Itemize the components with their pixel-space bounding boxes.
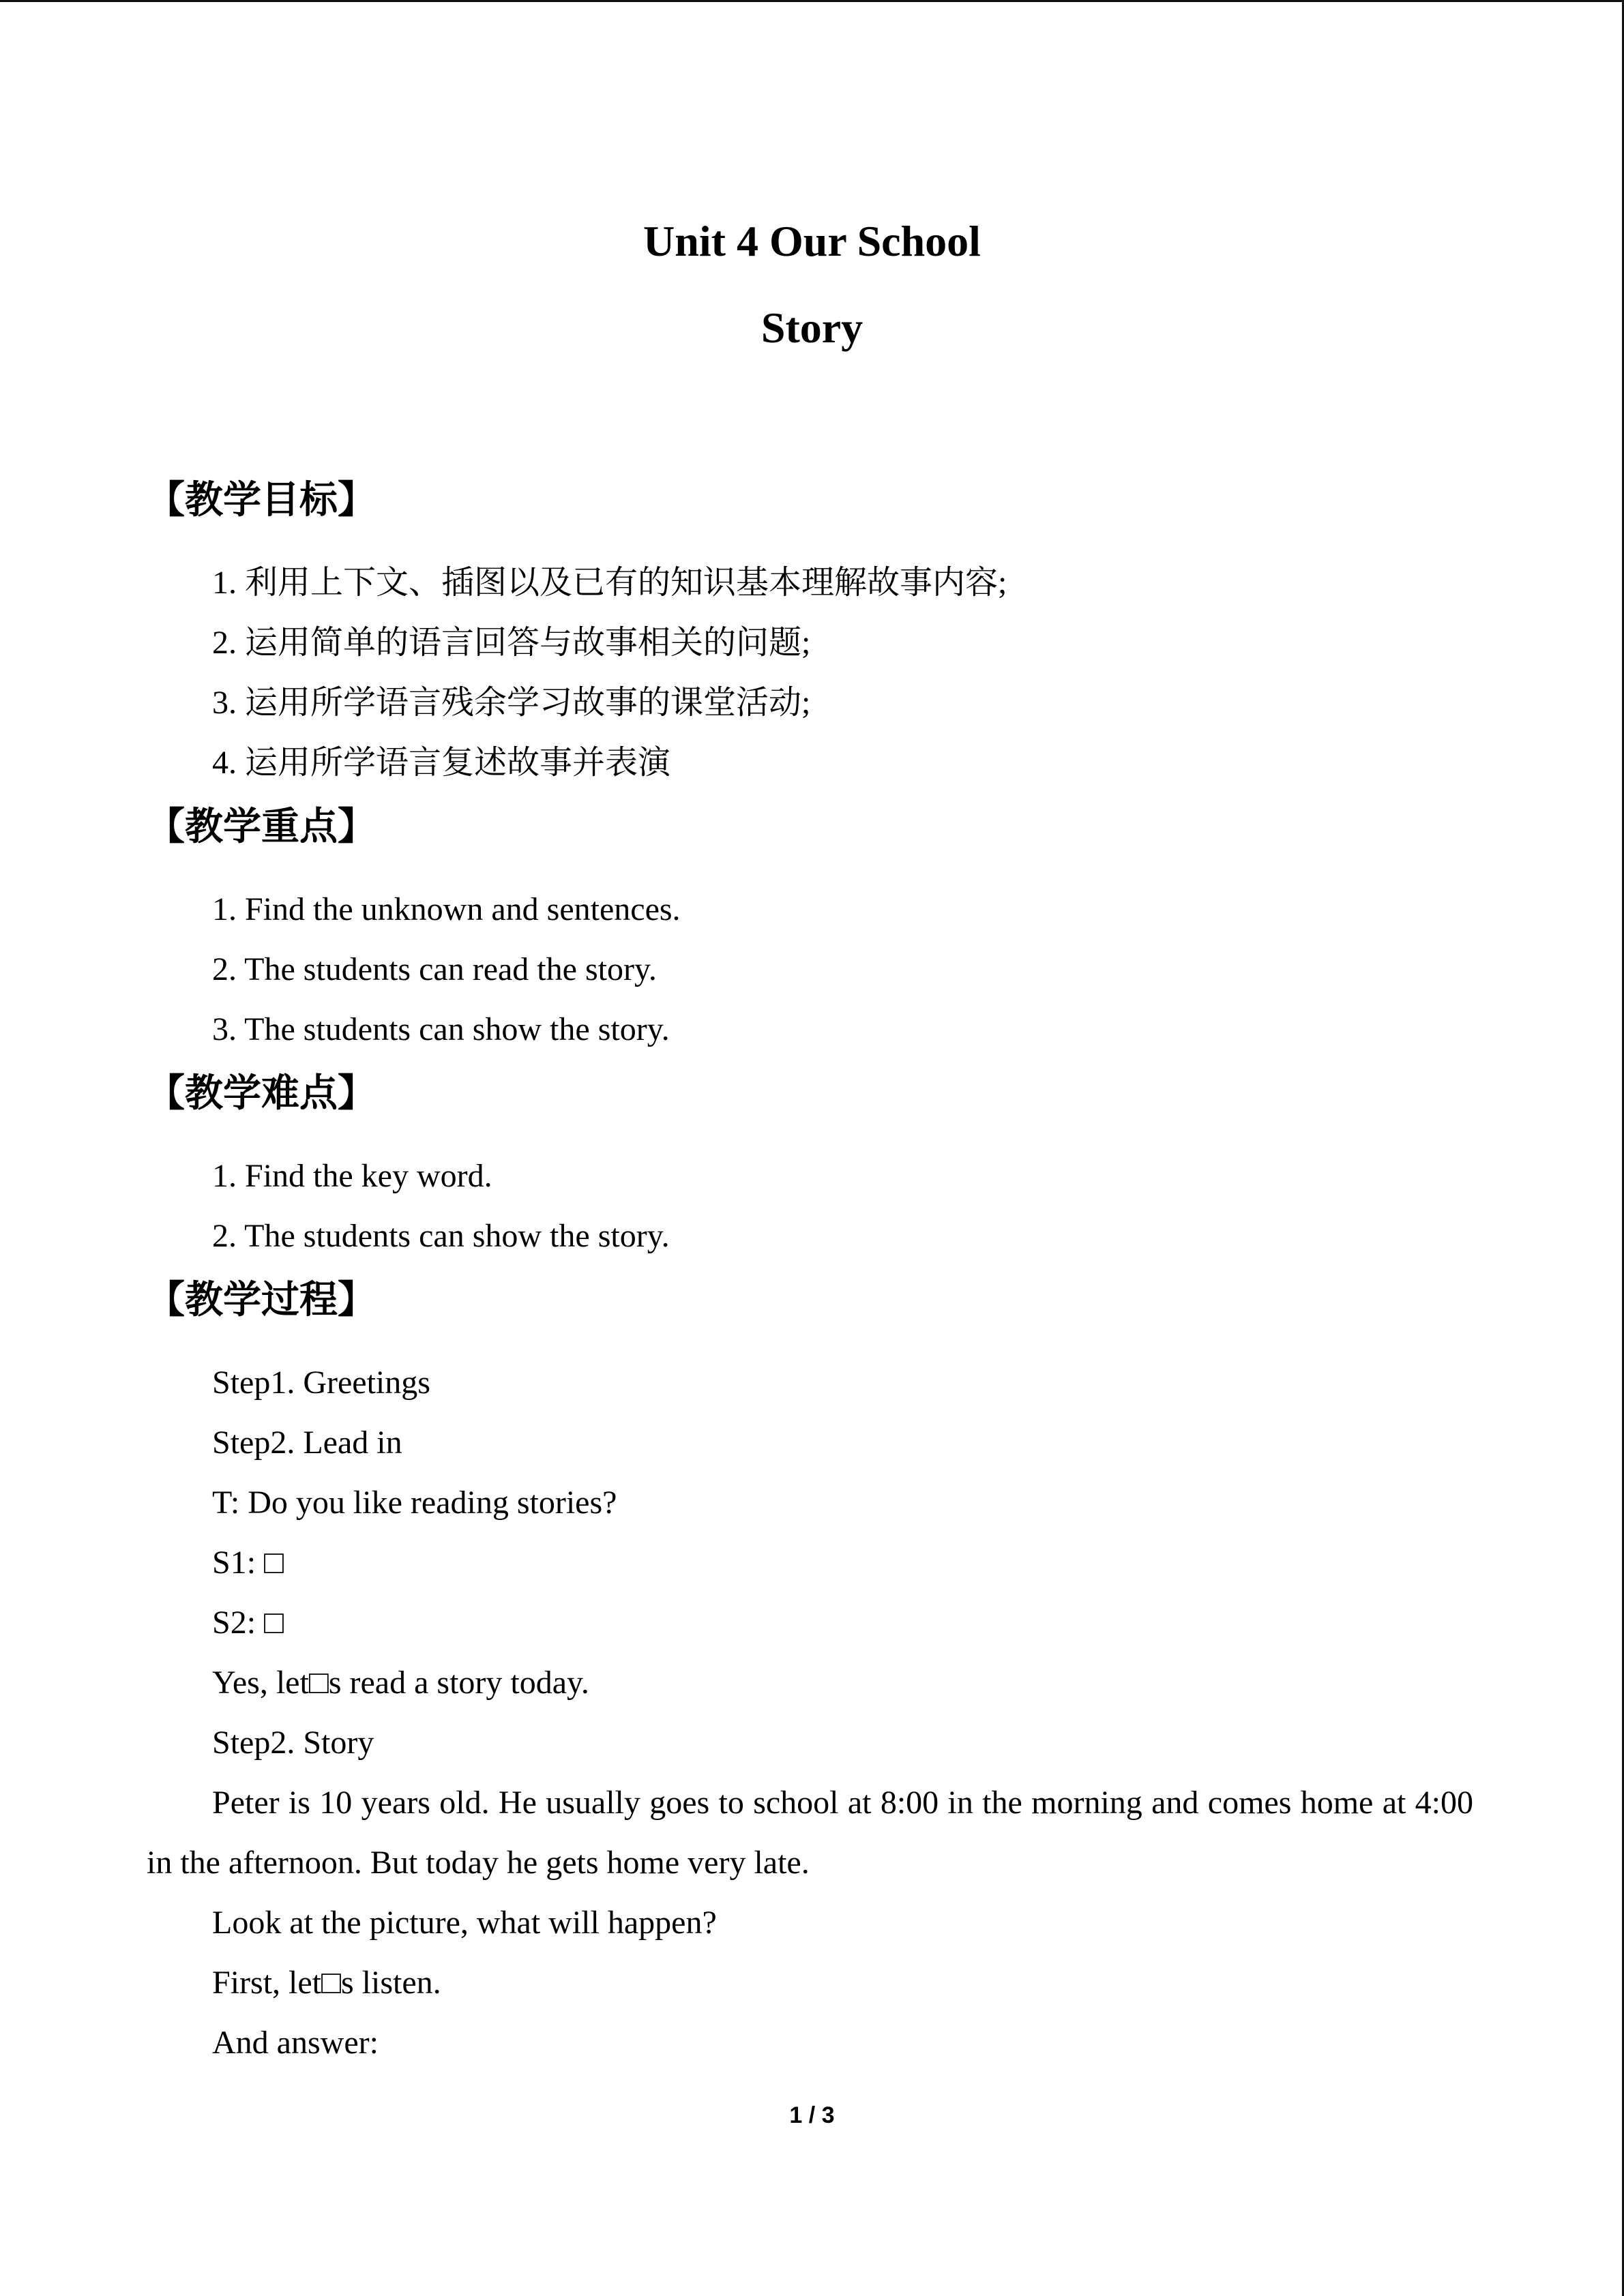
process-line: Look at the picture, what will happen? [212,1905,717,1941]
objective-item: 3. 运用所学语言残余学习故事的课堂活动; [212,685,811,721]
section-teaching-objectives [147,471,1473,793]
process-line: Yes, let□s read a story today. [212,1665,589,1701]
process-line: Step1. Greetings [212,1365,430,1401]
section-heading: 【教学目标】 [147,478,376,522]
document-title: Unit 4 Our School [643,217,981,265]
key-point-item: 1. Find the unknown and sentences. [212,891,681,927]
section-key-points [147,797,1473,1060]
document-body [147,471,1473,2073]
objective-item: 1. 利用上下文、插图以及已有的知识基本理解故事内容; [212,565,1007,601]
section-heading: 【教学难点】 [147,1071,376,1116]
process-line: S2: □ [212,1605,284,1641]
difficulty-item: 2. The students can show the story. [212,1218,670,1254]
process-line: And answer: [212,2025,379,2061]
objective-item: 4. 运用所学语言复述故事并表演 [212,745,671,781]
section-heading: 【教学过程】 [147,1278,376,1322]
key-point-item: 2. The students can read the story. [212,951,657,987]
process-line: S1: □ [212,1545,284,1581]
difficulty-item: 1. Find the key word. [212,1158,492,1194]
process-line: Step2. Story [212,1725,374,1761]
page-number: 1 / 3 [789,2102,835,2128]
process-line: T: Do you like reading stories? [212,1485,617,1521]
objective-item: 2. 运用简单的语言回答与故事相关的问题; [212,625,811,661]
section-difficulties [147,1064,1473,1266]
key-point-item: 3. The students can show the story. [212,1011,670,1047]
document-subtitle: Story [761,303,863,352]
section-teaching-process [147,1270,1473,2073]
process-line: Step2. Lead in [212,1425,402,1461]
story-paragraph: Peter is 10 years old. He usually goes to school at 8:00 in the morning and comes home at 4:00 in the afternoon. But today he gets home very late. [147,1785,1473,1881]
process-line: First, let□s listen. [212,1965,441,2001]
section-heading: 【教学重点】 [147,805,376,849]
